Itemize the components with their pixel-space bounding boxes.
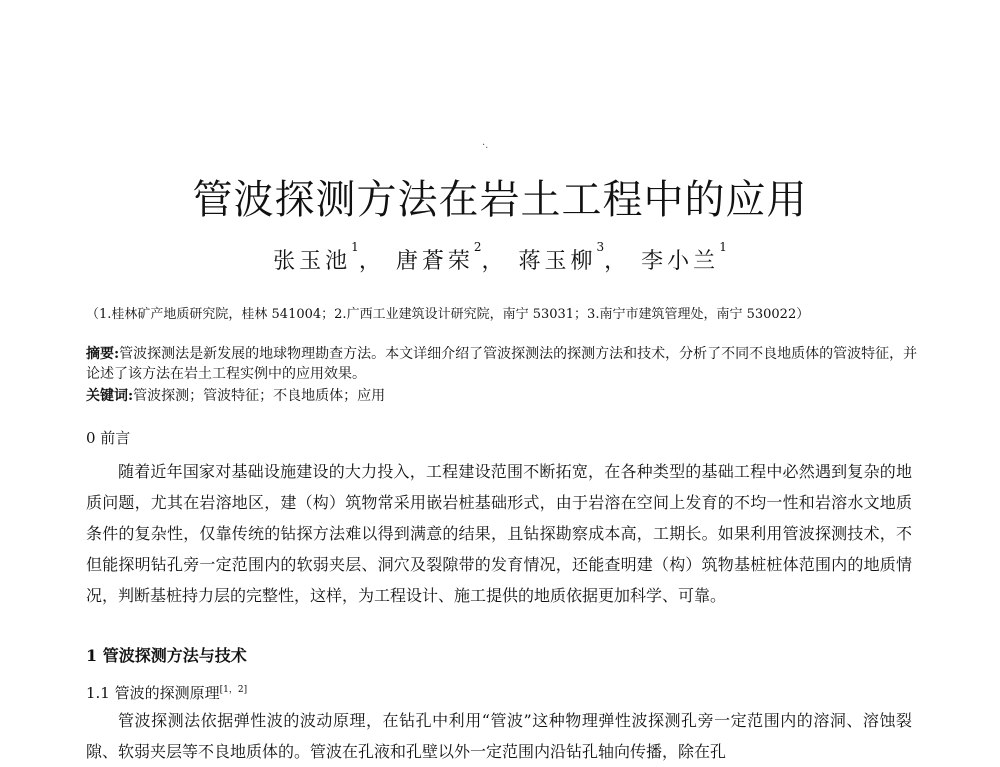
author-list <box>0 240 1000 275</box>
author-separator: ， <box>604 249 631 274</box>
author-separator: ， <box>358 249 385 274</box>
keywords-label: 关键词: <box>86 388 134 404</box>
subsection-title: 1.1 管波的探测原理 <box>86 684 220 702</box>
abstract-label: 摘要: <box>86 346 120 362</box>
author-name: 李小兰 <box>641 249 720 274</box>
author-affil-mark: 3 <box>596 240 605 254</box>
author-affil-mark: 1 <box>351 240 359 254</box>
section-heading-introduction: 0 前言 <box>86 429 131 447</box>
keywords <box>86 386 918 406</box>
citation-ref: [1，2] <box>219 685 248 695</box>
author-separator: ， <box>481 249 508 274</box>
author-affil-mark: 2 <box>473 240 482 254</box>
paper-title: 管波探测方法在岩土工程中的应用 <box>192 177 808 223</box>
author-name: 蒋玉柳 <box>518 249 597 274</box>
author-name: 唐蒼荣 <box>395 249 474 274</box>
abstract <box>86 344 918 384</box>
author-name: 张玉池 <box>273 249 352 274</box>
introduction-paragraph: 随着近年国家对基础设施建设的大力投入，工程建设范围不断拓宽，在各种类型的基础工程中必然遇到复杂的地质问题，尤其在岩溶地区，建（构）筑物常采用嵌岩桩基础形式，由于岩溶在空间上发育的不均一性和岩溶水文地质条件的复杂性，仅靠传统的钻探方法难以得到满意的结果，且钻探勘察成本高，工期长。如果利用管波探测技术，不但能探明钻孔旁一定范围内的软弱夹层、洞穴及裂隙带的发育情况，还能查明建（构）筑物基桩桩体范围内的地质情况，判断基桩持力层的完整性，这样，为工程设计、施工提供的地质依据更加科学、可靠。 <box>86 462 912 605</box>
subsection-heading-principle <box>86 682 247 703</box>
author-affil-mark: 1 <box>719 240 727 254</box>
keywords-text: 管波探测；管波特征；不良地质体；应用 <box>133 388 386 404</box>
principle-paragraph: 管波探测法依据弹性波的波动原理，在钻孔中利用“管波”这种物理弹性波探测孔旁一定范围内的溶洞、溶蚀裂隙、软弱夹层等不良地质体的。管波在孔液和孔壁以外一定范围内沿钻孔轴向传播，除在孔 <box>86 711 912 761</box>
abstract-text: 管波探测法是新发展的地球物理勘查方法。本文详细介绍了管波探测法的探测方法和技术，分析了不同不良地质体的管波特征，并论述了该方法在岩土工程实例中的应用效果。 <box>86 346 918 382</box>
section-heading-methods: 1 管波探测方法与技术 <box>86 646 247 665</box>
scan-speck: ·. <box>482 140 489 151</box>
affiliations: （1.桂林矿产地质研究院，桂林 541004；2.广西工业建筑设计研究院，南宁 53031；3.南宁市建筑管理处，南宁 530022） <box>86 307 810 322</box>
